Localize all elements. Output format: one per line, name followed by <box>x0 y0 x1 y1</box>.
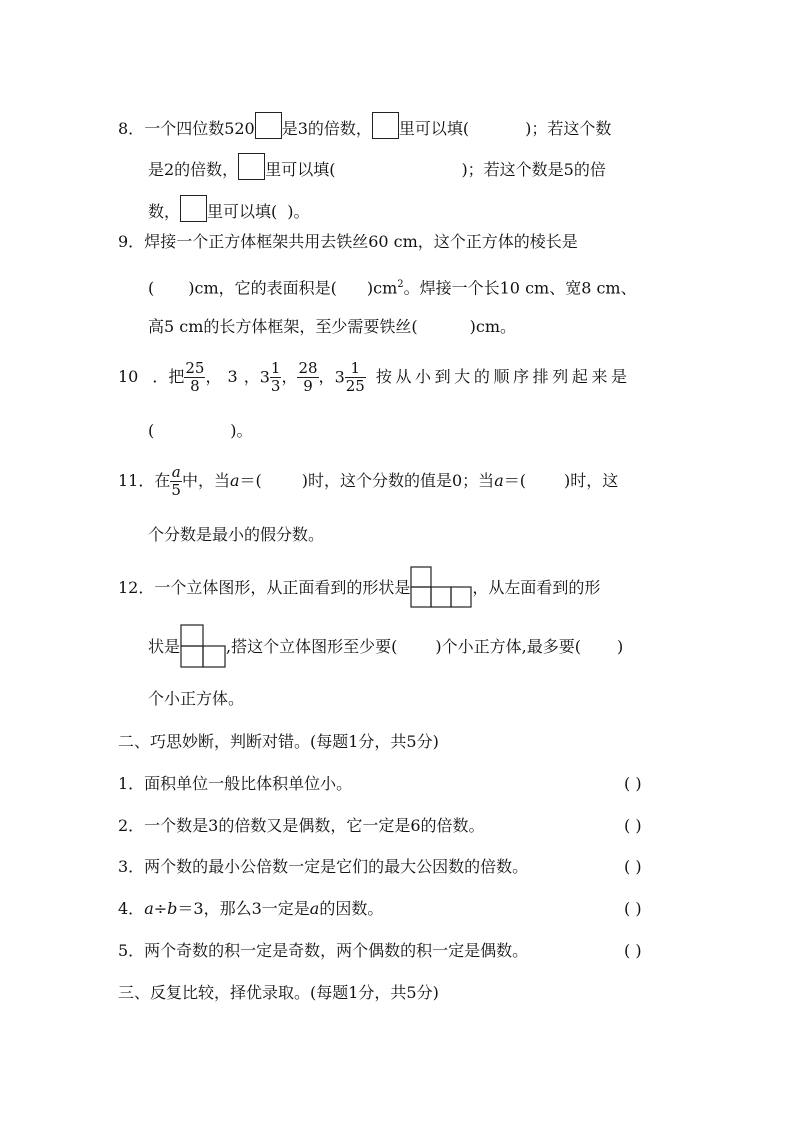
q8-text: 里可以填( <box>398 119 470 138</box>
left-view-grid-icon <box>180 624 226 668</box>
variable: a <box>144 899 154 918</box>
judge-item-text: 5．两个奇数的积一定是奇数，两个偶数的积一定是偶数。 <box>118 941 529 960</box>
q10-line-1 <box>118 356 631 399</box>
whole-number: 3 <box>227 367 238 386</box>
q12-line-1 <box>118 566 600 608</box>
q11-number: 11． <box>118 471 155 490</box>
q9-text: 高5 cm的长方体框架，至少需要铁丝( <box>148 317 418 336</box>
q10-number: 10 <box>118 367 139 386</box>
section-3-title: 三、反复比较，择优录取。(每题1分，共5分) <box>118 983 439 1002</box>
q8-text: 数， <box>148 202 181 221</box>
q9-number: 9． <box>118 232 145 251</box>
q9-text: )cm，它的表面积是( <box>188 278 337 298</box>
q8-text: 里可以填( <box>207 202 278 221</box>
q10-line-2 <box>148 421 253 441</box>
mixed-number-3-1-3 <box>260 356 282 399</box>
q10-text: 按从小到大的顺序排列起来是 <box>375 367 631 386</box>
q12-line-3 <box>148 689 244 709</box>
numerator: 28 <box>298 359 318 377</box>
q10-text: ( <box>148 421 155 440</box>
q9-text: )cm <box>366 278 398 298</box>
q11-text: )时，这个分数的值是0；当 <box>301 471 495 490</box>
numerator: 1 <box>270 359 281 378</box>
q8-text: )。 <box>287 202 310 221</box>
fraction-a-5 <box>170 464 182 499</box>
fraction-25-8 <box>184 360 205 395</box>
q11-text: )时，这 <box>563 471 619 490</box>
q8-text: 是3的倍数， <box>281 119 372 138</box>
judge-answer-paren[interactable]: ( ) <box>624 941 642 960</box>
judge-item-text: 的因数。 <box>319 899 384 918</box>
q12-text: ) <box>616 637 624 656</box>
front-view-grid-icon <box>410 566 472 608</box>
numerator: 25 <box>185 359 205 377</box>
q12-text: 状是 <box>148 637 181 656</box>
q8-text: )；若这个数 <box>525 119 612 138</box>
q11-line-2 <box>148 525 324 545</box>
judge-item-text: 3．两个数的最小公倍数一定是它们的最大公因数的倍数。 <box>118 857 529 876</box>
whole-part: 3 <box>259 367 270 387</box>
q8-line-2 <box>148 153 606 180</box>
numerator: a <box>171 463 181 481</box>
q9-text: ( <box>148 278 155 298</box>
q11-text: ＝( <box>503 471 526 490</box>
judge-item-text: ＝3，那么3一定是 <box>177 899 310 918</box>
judge-answer-paren[interactable]: ( ) <box>624 857 642 876</box>
judge-item-text: 2．一个数是3的倍数又是偶数，它一定是6的倍数。 <box>118 816 485 835</box>
q8-text: 是2的倍数， <box>148 160 239 179</box>
denominator: 25 <box>345 377 365 396</box>
q11-line-1 <box>118 461 618 501</box>
separator: ， <box>205 367 222 386</box>
q8-line-1 <box>118 112 611 139</box>
judge-item-text: ÷ <box>153 899 168 918</box>
q8-number: 8． <box>118 119 145 138</box>
digit-box <box>255 112 282 139</box>
q10-text: )。 <box>230 421 253 440</box>
section-2-title: 二、巧思妙断，判断对错。(每题1分，共5分) <box>118 732 439 751</box>
superscript: 2 <box>397 279 404 290</box>
q10-dot: ． <box>152 367 169 386</box>
q8-text: 里可以填( <box>265 160 336 179</box>
q12-text: 一个立体图形，从正面看到的形状是 <box>154 578 411 597</box>
q8-line-3 <box>148 195 310 222</box>
judge-answer-paren[interactable]: ( ) <box>624 774 642 793</box>
variable: a <box>229 471 240 490</box>
denominator: 8 <box>190 377 200 395</box>
q12-text: 个小正方体。 <box>148 689 245 708</box>
separator: ， <box>281 367 298 386</box>
judge-item-text: 4． <box>118 899 145 918</box>
q11-text: ＝( <box>239 471 262 490</box>
separator: ， <box>243 367 260 386</box>
q9-text: 焊接一个正方体框架共用去铁丝60 cm，这个正方体的棱长是 <box>144 232 578 251</box>
numerator: 1 <box>345 360 366 378</box>
q9-line-2 <box>148 275 637 298</box>
denominator: 3 <box>270 377 281 396</box>
denominator: 9 <box>303 377 313 395</box>
variable: a <box>309 899 320 918</box>
q11-text: 在 <box>154 471 171 490</box>
judge-item-1 <box>118 774 678 794</box>
judge-answer-paren[interactable]: ( ) <box>624 816 642 835</box>
whole-part: 3 <box>334 367 345 387</box>
digit-box <box>238 153 265 180</box>
q9-line-1 <box>118 232 578 252</box>
digit-box <box>180 195 207 222</box>
judge-item-5 <box>118 941 678 961</box>
q11-text: 中，当 <box>181 471 230 490</box>
q11-text: 个分数是最小的假分数。 <box>148 525 325 544</box>
mixed-number-3-1-25 <box>335 356 366 399</box>
judge-item-2 <box>118 816 678 836</box>
q12-line-2 <box>148 624 623 668</box>
q9-text: 。焊接一个长10 cm、宽8 cm、 <box>403 278 637 298</box>
digit-box <box>372 112 399 139</box>
variable: a <box>494 471 504 490</box>
denominator: 5 <box>171 481 181 499</box>
q12-text: )个小正方体,最多要( <box>435 637 581 656</box>
q8-text: )；若这个数是5的倍 <box>461 160 606 179</box>
fraction-28-9 <box>297 360 318 395</box>
judge-answer-paren[interactable]: ( ) <box>624 899 642 918</box>
q12-number: 12． <box>118 578 155 597</box>
judge-item-3 <box>118 857 678 877</box>
variable: b <box>167 899 178 918</box>
q9-text: )cm。 <box>469 317 517 336</box>
fraction-part <box>270 360 282 395</box>
q12-text: ,搭这个立体图形至少要( <box>226 637 398 656</box>
q8-text: 一个四位数520 <box>144 119 255 138</box>
q10-text: 把 <box>168 367 185 386</box>
separator: ， <box>318 367 335 386</box>
fraction-part <box>345 360 366 395</box>
judge-item-4 <box>118 899 678 919</box>
judge-item-text: 1．面积单位一般比体积单位小。 <box>118 774 353 793</box>
q12-text: ，从左面看到的形 <box>472 578 601 597</box>
q9-line-3 <box>148 317 516 337</box>
